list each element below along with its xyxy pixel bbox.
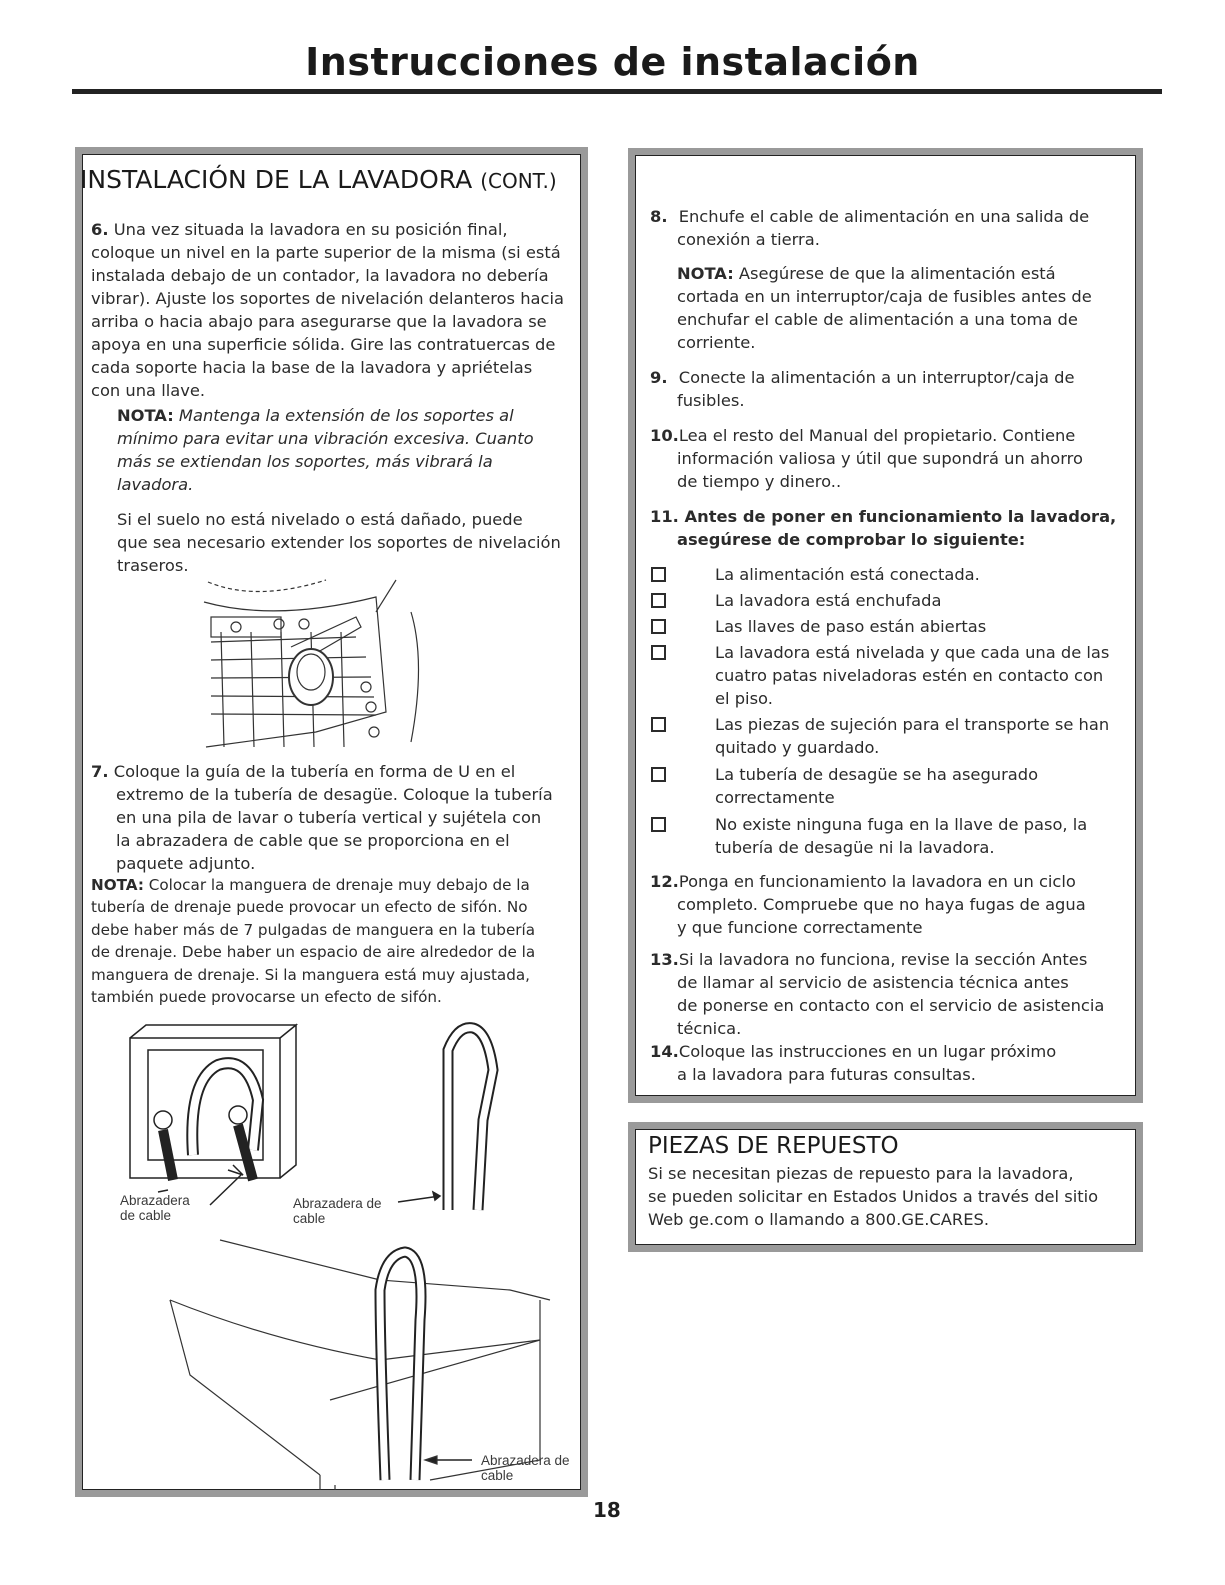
- checkbox[interactable]: [651, 567, 666, 582]
- step-13: 13.Si la lavadora no funciona, revise la sección Antes de llamar al servicio de asistencia técnica antes de ponerse en contacto con el servicio de asistencia técnica.: [650, 950, 1105, 1038]
- nota-power: NOTA: Asegúrese de que la alimentación está cortada en un interruptor/caja de fusibles antes de enchufar el cable de alimentación a una toma de corriente.: [677, 264, 1092, 352]
- section-title-installation: INSTALACIÓN DE LA LAVADORA (CONT.): [80, 165, 557, 194]
- step-12: 12.Ponga en funcionamiento la lavadora en un ciclo completo. Compruebe que no haya fugas de agua y que funcione correctamente: [650, 872, 1086, 937]
- checkbox[interactable]: [651, 645, 666, 660]
- checklist-item[interactable]: No existe ninguna fuga en la llave de paso, la tubería de desagüe ni la lavadora.: [651, 813, 1131, 861]
- step-11: 11. Antes de poner en funcionamiento la lavadora, asegúrese de comprobar lo siguiente:: [650, 507, 1117, 549]
- page-number: 18: [593, 1498, 621, 1522]
- checklist-item[interactable]: La alimentación está conectada.: [651, 563, 1131, 587]
- step-6: 6. Una vez situada la lavadora en su posición final, coloque un nivel en la parte superior de la misma (si está instalada debajo de un contador, la lavadora no debería vibrar). Ajuste los soportes de nivelación delanteros hacia arriba o hacia abajo para asegurarse que la lavadora se apoya en una superficie sólida. Gire las contratuercas de cada soporte hacia la base de la lavadora y apriételas con una llave.: [91, 220, 564, 400]
- nota-leveling: NOTA: Mantenga la extensión de los soportes al mínimo para evitar una vibración excesiva. Cuanto más se extiendan los soportes, más vibrará la lavadora.: [117, 406, 534, 494]
- floor-note: Si el suelo no está nivelado o está dañado, puede que sea necesario extender los soportes de nivelación traseros.: [117, 510, 561, 575]
- replacement-parts-title: PIEZAS DE REPUESTO: [648, 1133, 899, 1159]
- page-title: Instrucciones de instalación: [305, 40, 920, 84]
- step-8: 8. Enchufe el cable de alimentación en una salida de conexión a tierra.: [650, 207, 1090, 249]
- checklist-item[interactable]: La tubería de desagüe se ha asegurado correctamente: [651, 763, 1131, 811]
- step-7: 7. Coloque la guía de la tubería en forma de U en el extremo de la tubería de desagüe. Coloque la tubería en una pila de lavar o tubería vertical y sujétela con la abrazadera de cable que se proporciona en el paquete adjunto.: [91, 762, 553, 873]
- checklist-item[interactable]: Las piezas de sujeción para el transporte se han quitado y guardado.: [651, 713, 1131, 761]
- checkbox[interactable]: [651, 593, 666, 608]
- cable-tie-caption-3: Abrazadera de cable: [481, 1453, 570, 1483]
- cable-tie-caption-2: Abrazadera de cable: [293, 1196, 382, 1226]
- checkbox[interactable]: [651, 619, 666, 634]
- replacement-parts-text: Si se necesitan piezas de repuesto para la lavadora, se pueden solicitar en Estados Unidos a través del sitio Web ge.com o llamando a 800.GE.CARES.: [648, 1164, 1099, 1229]
- checkbox[interactable]: [651, 717, 666, 732]
- standpipe-illustration: [118, 1020, 578, 1220]
- step-14: 14.Coloque las instrucciones en un lugar próximo a la lavadora para futuras consultas.: [650, 1042, 1057, 1084]
- checkbox[interactable]: [651, 817, 666, 832]
- leveling-leg-illustration: [196, 572, 426, 752]
- cable-tie-caption-1: Abrazadera de cable: [120, 1193, 190, 1223]
- laundry-tub-illustration: [150, 1230, 580, 1490]
- title-divider: [72, 89, 1162, 94]
- checkbox[interactable]: [651, 767, 666, 782]
- step-10: 10.Lea el resto del Manual del propietario. Contiene información valiosa y útil que supondrá un ahorro de tiempo y dinero..: [650, 426, 1083, 491]
- checklist-item[interactable]: La lavadora está nivelada y que cada una de las cuatro patas niveladoras estén en contacto con el piso.: [651, 641, 1131, 711]
- step-9: 9. Conecte la alimentación a un interruptor/caja de fusibles.: [650, 368, 1075, 410]
- section-title-suffix: (CONT.): [480, 169, 557, 193]
- nota-siphon: NOTA: Colocar la manguera de drenaje muy debajo de la tubería de drenaje puede provocar un efecto de sifón. No debe haber más de 7 pulgadas de manguera en la tubería de drenaje. Debe haber un espacio de aire alrededor de la manguera de drenaje. Si la manguera está muy ajustada, también puede provocarse un efecto de sifón.: [91, 876, 536, 1007]
- checklist-item[interactable]: Las llaves de paso están abiertas: [651, 615, 1131, 639]
- checklist-item[interactable]: La lavadora está enchufada: [651, 589, 1131, 613]
